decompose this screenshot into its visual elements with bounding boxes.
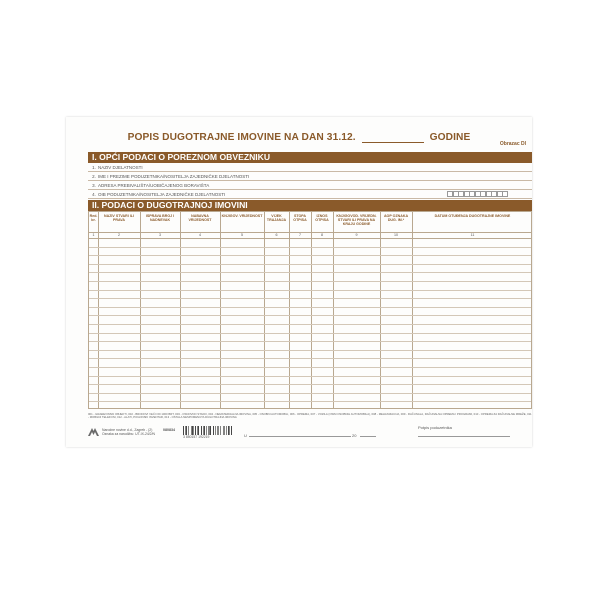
signature-label: Potpis poduzetnika	[418, 425, 452, 430]
field-owner-name[interactable]: 2. IME I PREZIME PODUZETNIKA/NOSITELJA ZAJEDNIČKE DJELATNOSTI	[88, 172, 532, 181]
place-prefix: U	[244, 433, 247, 438]
asset-table	[88, 211, 532, 409]
column-number: 5	[241, 233, 243, 237]
table-row[interactable]	[89, 298, 531, 299]
title-suffix: GODINE	[429, 132, 471, 143]
signature-line[interactable]	[418, 436, 510, 437]
publisher-name: Narodne novine d.d., Zagreb - (2)	[102, 428, 153, 432]
column-divider	[140, 212, 141, 408]
table-row[interactable]	[89, 315, 531, 316]
column-number: 3	[159, 233, 161, 237]
table-row[interactable]	[89, 247, 531, 248]
section-2-heading: II. PODACI O DUGOTRAJNOJ IMOVINI	[88, 200, 532, 211]
column-header: VIJEK TRAJANJA	[266, 214, 287, 223]
section-1-heading: I. OPĆI PODACI O POREZNOM OBVEZNIKU	[88, 152, 532, 163]
column-divider	[180, 212, 181, 408]
column-header: IZNOS OTPISA	[315, 214, 329, 223]
field-address[interactable]: 3. ADRESA PREBIVALIŠTA/UOBIČAJENOG BORAVIŠTA	[88, 181, 532, 190]
table-row[interactable]	[89, 290, 531, 291]
aop-legend: 001 - GRAĐEVINSKI OBJEKTI, 002 - BRODOVI VEĆI OD 1000 BRT, 003 - OSNOVNO STADO, 004 - NEMATERIJALNA IMOVINA, 005 - OSOBNI AUTOMOBILI, 006 - OPREMA, 007 - VOZILA (OSIM OSOBNIH AUTOMOBILA), 008 - MEHANIZACIJA, 009 - RAČUNALA, RAČUNALNA OPREMA I PROGRAMI, 010 - OPREMA ZA RAČUNALNE MREŽE, 011 - MOBILNI TELEFONI, 012 - ALATI, POGONSKI INVENTAR, 013 - OSTALA NESPOMENUTA DUGOTRAJNA IMOVINA	[88, 412, 532, 420]
column-header: STOPA OTPISA	[293, 214, 307, 223]
table-row[interactable]	[89, 255, 531, 256]
column-number: 6	[275, 233, 278, 237]
barcode-icon	[183, 426, 233, 435]
column-divider	[412, 212, 413, 408]
column-header: DATUM OTUĐENJA DUGOTRAJNE IMOVINE	[434, 214, 511, 218]
barcode-number: 3 850157 192219	[183, 435, 210, 439]
table-row[interactable]	[89, 272, 531, 273]
table-row[interactable]	[89, 341, 531, 342]
column-number: 10	[394, 233, 398, 237]
table-header	[89, 212, 531, 233]
column-number: 8	[321, 233, 323, 237]
column-header: AOP OZNAKA DUG. IM.*	[383, 214, 409, 223]
column-divider	[311, 212, 312, 408]
column-header: NAZIV STVARI ILI PRAVA	[104, 214, 134, 223]
column-header: Red. br.	[89, 214, 98, 223]
oib-digit-boxes[interactable]	[448, 191, 509, 197]
column-number: 7	[299, 233, 301, 237]
date-year-line[interactable]	[360, 436, 376, 437]
table-row[interactable]	[89, 333, 531, 334]
table-row[interactable]	[89, 307, 531, 308]
form-sheet	[66, 117, 532, 447]
table-row[interactable]	[89, 264, 531, 265]
column-header: NABAVNA VRIJEDNOST	[188, 214, 212, 223]
publisher-info	[88, 428, 155, 436]
column-divider	[220, 212, 221, 408]
table-row[interactable]	[89, 384, 531, 385]
column-number-row	[89, 232, 531, 239]
column-divider	[264, 212, 265, 408]
publisher-logo-icon	[88, 428, 99, 436]
column-header: ISPRAVA BROJ I NADNEVAK	[145, 214, 175, 223]
table-row[interactable]	[89, 393, 531, 394]
table-row[interactable]	[89, 367, 531, 368]
column-divider	[289, 212, 290, 408]
column-divider	[380, 212, 381, 408]
column-number: 11	[470, 233, 475, 237]
place-line[interactable]	[249, 436, 351, 437]
table-row[interactable]	[89, 401, 531, 402]
form-code: Obrazac DI	[499, 141, 526, 147]
column-header: KNJIGOV. VRIJEDNOST	[221, 214, 263, 218]
field-oib[interactable]: 4. OIB PODUZETNIKA/NOSITELJA ZAJEDNIČKE DJELATNOSTI	[88, 190, 532, 199]
year-prefix: 20	[352, 433, 357, 438]
column-number: 4	[199, 233, 201, 237]
table-row[interactable]	[89, 358, 531, 359]
column-header: KNJIGOVOD. VRIJEDN. STVARI ILI PRAVA NA KRAJU GODINE	[336, 214, 377, 227]
form-title	[66, 132, 532, 143]
year-blank[interactable]	[362, 133, 424, 143]
column-number: 9	[355, 233, 358, 237]
column-number: 2	[118, 233, 120, 237]
table-row[interactable]	[89, 281, 531, 282]
product-code: 080834	[163, 428, 175, 432]
table-row[interactable]	[89, 376, 531, 377]
column-divider	[333, 212, 334, 408]
column-divider	[98, 212, 99, 408]
order-code: Oznaka za narudžbu: UT-IX-24/2/N	[102, 432, 155, 437]
table-row[interactable]	[89, 350, 531, 351]
field-activity-name[interactable]: 1. NAZIV DJELATNOSTI	[88, 163, 532, 172]
title-prefix: POPIS DUGOTRAJNE IMOVINE NA DAN 31.12.	[127, 132, 356, 143]
table-row[interactable]	[89, 324, 531, 325]
column-number: 1	[92, 233, 95, 237]
